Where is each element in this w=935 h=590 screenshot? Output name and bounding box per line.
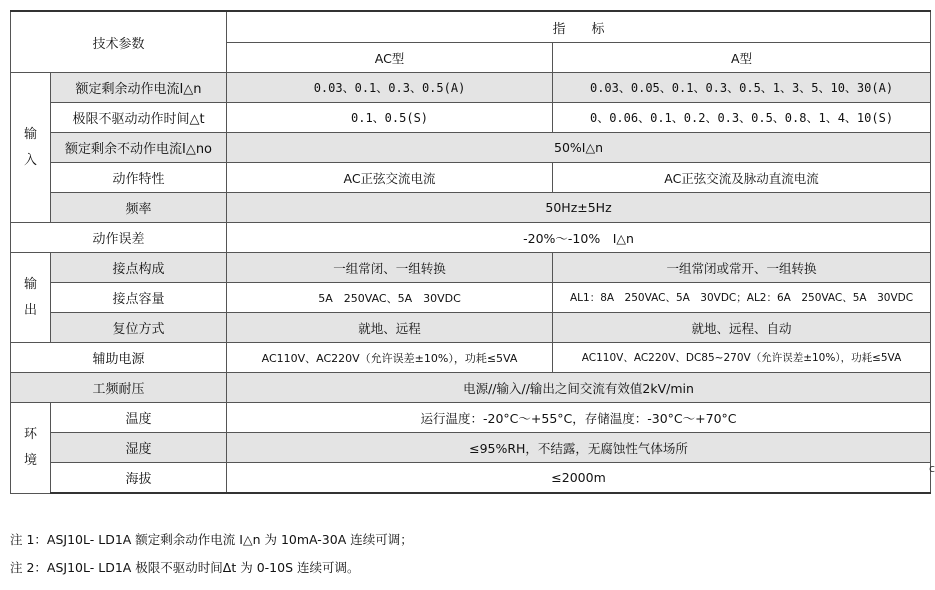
group-input-label: 输 入 (23, 126, 37, 168)
row-label: 动作误差 (11, 223, 227, 253)
notes (10, 526, 413, 582)
table-row (11, 103, 931, 133)
merged-value: 电源//输入//输出之间交流有效值2kV/min (227, 373, 931, 403)
row-label: 额定剩余不动作电流I△no (51, 133, 227, 163)
table-row (11, 253, 931, 283)
ac-value: 0.03、0.1、0.3、0.5(A) (227, 73, 553, 103)
a-value: AL1：8A 250VAC、5A 30VDC；AL2：6A 250VAC、5A 30VDC (553, 283, 931, 313)
table-row (11, 373, 931, 403)
table-row (11, 343, 931, 373)
row-label: 海拔 (51, 463, 227, 494)
a-value: AC110V、AC220V、DC85~270V（允许误差±10%），功耗≤5VA (553, 343, 931, 373)
header-row-1 (11, 11, 931, 43)
table-row (11, 133, 931, 163)
ac-value: 5A 250VAC、5A 30VDC (227, 283, 553, 313)
edge-mark: c (928, 462, 935, 475)
ac-value: AC110V、AC220V（允许误差±10%），功耗≤5VA (227, 343, 553, 373)
row-label: 频率 (51, 193, 227, 223)
note-2: 注 2：ASJ10L- LD1A 极限不驱动时间Δt 为 0-10S 连续可调。 (10, 560, 360, 575)
table-row (11, 73, 931, 103)
group-output-label: 输 出 (23, 276, 37, 318)
row-label: 额定剩余动作电流I△n (51, 73, 227, 103)
table-row (11, 403, 931, 433)
group-input (11, 73, 51, 223)
a-value: 0.03、0.05、0.1、0.3、0.5、1、3、5、10、30(A) (553, 73, 931, 103)
table-row (11, 433, 931, 463)
row-label: 接点容量 (51, 283, 227, 313)
row-label: 接点构成 (51, 253, 227, 283)
merged-value: ≤2000m (227, 463, 931, 494)
a-value: 0、0.06、0.1、0.2、0.3、0.5、0.8、1、4、10(S) (553, 103, 931, 133)
ac-value: AC正弦交流电流 (227, 163, 553, 193)
a-type-header: A型 (553, 43, 931, 73)
row-label: 湿度 (51, 433, 227, 463)
merged-value: 运行温度：-20°C～+55°C，存储温度：-30°C～+70°C (227, 403, 931, 433)
row-label: 温度 (51, 403, 227, 433)
group-output (11, 253, 51, 343)
merged-value: 50Hz±5Hz (227, 193, 931, 223)
table-row (11, 463, 931, 494)
table-row (11, 163, 931, 193)
spec-table (10, 10, 931, 494)
a-value: 就地、远程、自动 (553, 313, 931, 343)
param-header: 技术参数 (11, 11, 227, 73)
row-label: 极限不驱动动作时间△t (51, 103, 227, 133)
merged-value: ≤95%RH，不结露，无腐蚀性气体场所 (227, 433, 931, 463)
a-value: 一组常闭或常开、一组转换 (553, 253, 931, 283)
row-label: 复位方式 (51, 313, 227, 343)
ac-value: 一组常闭、一组转换 (227, 253, 553, 283)
index-header: 指 标 (227, 11, 931, 43)
merged-value: -20%～-10% I△n (227, 223, 931, 253)
ac-value: 0.1、0.5(S) (227, 103, 553, 133)
a-value: AC正弦交流及脉动直流电流 (553, 163, 931, 193)
note-1: 注 1：ASJ10L- LD1A 额定剩余动作电流 I△n 为 10mA-30A 连续可调； (10, 532, 413, 547)
group-env-label: 环 境 (23, 426, 37, 468)
table-row (11, 313, 931, 343)
group-env (11, 403, 51, 494)
table-row (11, 283, 931, 313)
row-label: 动作特性 (51, 163, 227, 193)
table-row (11, 223, 931, 253)
table-row (11, 193, 931, 223)
merged-value: 50%I△n (227, 133, 931, 163)
ac-value: 就地、远程 (227, 313, 553, 343)
ac-type-header: AC型 (227, 43, 553, 73)
row-label: 辅助电源 (11, 343, 227, 373)
row-label: 工频耐压 (11, 373, 227, 403)
